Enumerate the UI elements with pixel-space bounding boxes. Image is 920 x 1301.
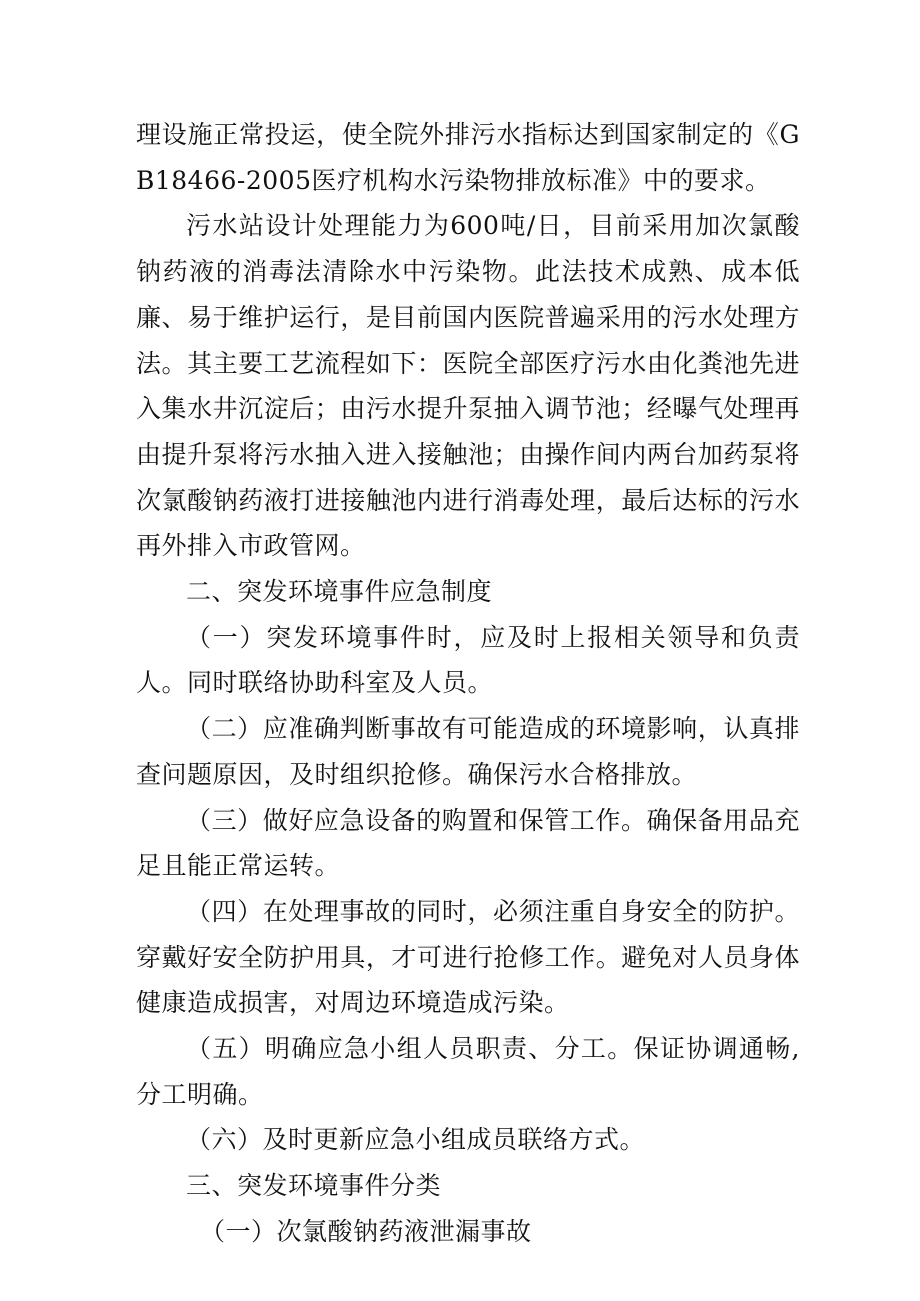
paragraph-item-5: （五）明确应急小组人员职责、分工。保证协调通畅,分工明确。 xyxy=(136,1034,800,1109)
paragraph-item-1: （一）突发环境事件时，应及时上报相关领导和负责人。同时联络协助科室及人员。 xyxy=(136,622,800,698)
paragraph-item-2: （二）应准确判断事故有可能造成的环境影响，认真排查问题原因，及时组织抢修。确保污水合格排放。 xyxy=(136,714,800,789)
section-heading-emergency-system: 二、突发环境事件应急制度 xyxy=(186,577,493,607)
subsection-heading-leak-accident: （一）次氯酸钠药液泄漏事故 xyxy=(200,1216,532,1246)
paragraph-item-3: （三）做好应急设备的购置和保管工作。确保备用品充足且能正常运转。 xyxy=(136,805,800,881)
paragraph-item-4: （四）在处理事故的同时，必须注重自身安全的防护。穿戴好安全防护用具，才可进行抢修工作。避免对人员身体健康造成损害，对周边环境造成污染。 xyxy=(136,896,800,1018)
section-heading-event-classification: 三、突发环境事件分类 xyxy=(186,1171,442,1201)
document-body xyxy=(136,112,800,1255)
paragraph-item-6: （六）及时更新应急小组成员联络方式。 xyxy=(186,1125,646,1155)
paragraph-sewage-process: 污水站设计处理能力为600吨/日，目前采用加次氯酸钠药液的消毒法清除水中污染物。此法技术成熟、成本低廉、易于维护运行，是目前国内医院普遍采用的污水处理方法。其主要工艺流程如下：医院全部医疗污水由化粪池先进入集水井沉淀后；由污水提升泵抽入调节池；经曝气处理再由提升泵将污水抽入进入接触池；由操作间内两台加药泵将次氯酸钠药液打进接触池内进行消毒处理，最后达标的污水再外排入市政管网。 xyxy=(136,211,800,561)
paragraph-standard-compliance: 理设施正常投运，使全院外排污水指标达到国家制定的《GB18466-2005医疗机构水污染物排放标准》中的要求。 xyxy=(136,120,800,195)
